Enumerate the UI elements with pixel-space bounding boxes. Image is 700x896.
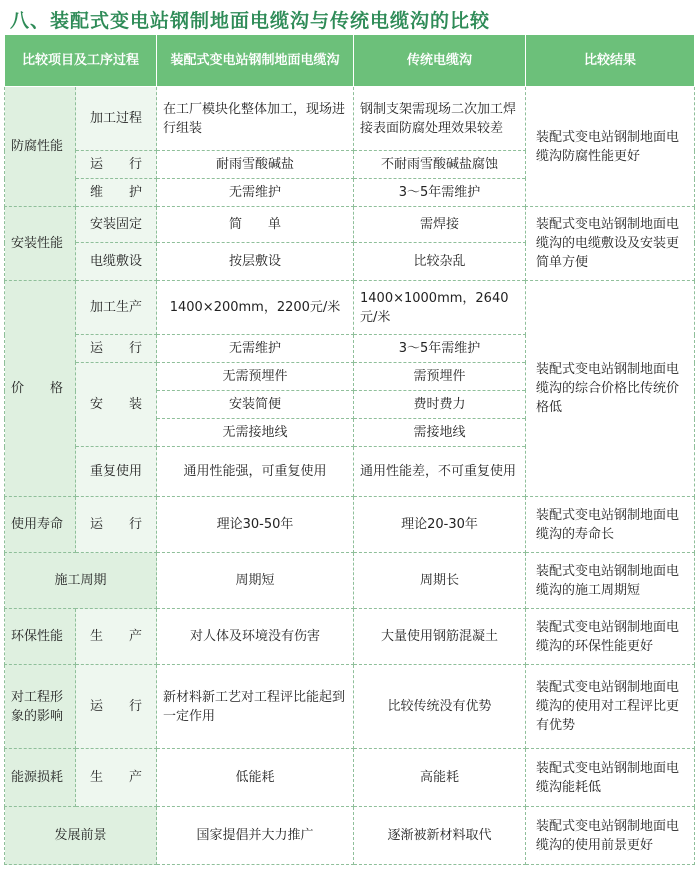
subitem-cell: 生 产 xyxy=(76,749,157,807)
page-title: 八、装配式变电站钢制地面电缆沟与传统电缆沟的比较 xyxy=(10,10,491,32)
steel-value-cell: 通用性能强，可重复使用 xyxy=(157,447,354,497)
steel-value-cell: 无需预埋件 xyxy=(157,363,354,391)
steel-value-cell: 无需接地线 xyxy=(157,419,354,447)
table-row xyxy=(5,87,695,151)
comparison-table xyxy=(4,34,695,865)
subitem-cell: 加工生产 xyxy=(76,281,157,335)
header-traditional-trench: 传统电缆沟 xyxy=(354,35,526,87)
traditional-value-cell: 高能耗 xyxy=(354,749,526,807)
category-cell: 发展前景 xyxy=(5,807,157,865)
table-row xyxy=(5,749,695,807)
category-cell: 环保性能 xyxy=(5,609,76,665)
subitem-cell: 运 行 xyxy=(76,151,157,179)
header-steel-trench: 装配式变电站钢制地面电缆沟 xyxy=(157,35,354,87)
category-cell: 施工周期 xyxy=(5,553,157,609)
result-cell: 装配式变电站钢制地面电缆沟的使用对工程评比更有优势 xyxy=(526,665,695,749)
category-cell: 使用寿命 xyxy=(5,497,76,553)
table-row xyxy=(5,665,695,749)
traditional-value-cell: 理论20-30年 xyxy=(354,497,526,553)
traditional-value-cell: 不耐雨雪酸碱盐腐蚀 xyxy=(354,151,526,179)
traditional-value-cell: 1400×1000mm，2640元/米 xyxy=(354,281,526,335)
result-cell: 装配式变电站钢制地面电缆沟能耗低 xyxy=(526,749,695,807)
steel-value-cell: 在工厂模块化整体加工，现场进行组装 xyxy=(157,87,354,151)
category-cell: 能源损耗 xyxy=(5,749,76,807)
traditional-value-cell: 通用性能差，不可重复使用 xyxy=(354,447,526,497)
category-cell: 防腐性能 xyxy=(5,87,76,207)
steel-value-cell: 1400×200mm，2200元/米 xyxy=(157,281,354,335)
steel-value-cell: 安装简便 xyxy=(157,391,354,419)
subitem-cell: 运 行 xyxy=(76,335,157,363)
header-row xyxy=(5,35,695,87)
result-cell: 装配式变电站钢制地面电缆沟的电缆敷设及安装更简单方便 xyxy=(526,207,695,281)
result-cell: 装配式变电站钢制地面电缆沟的施工周期短 xyxy=(526,553,695,609)
table-row xyxy=(5,807,695,865)
header-result: 比较结果 xyxy=(526,35,695,87)
traditional-value-cell: 比较杂乱 xyxy=(354,243,526,281)
traditional-value-cell: 比较传统没有优势 xyxy=(354,665,526,749)
header-item: 比较项目及工序过程 xyxy=(5,35,157,87)
subitem-cell: 安装固定 xyxy=(76,207,157,243)
result-cell: 装配式变电站钢制地面电缆沟的寿命长 xyxy=(526,497,695,553)
traditional-value-cell: 钢制支架需现场二次加工焊接表面防腐处理效果较差 xyxy=(354,87,526,151)
result-cell: 装配式变电站钢制地面电缆沟防腐性能更好 xyxy=(526,87,695,207)
traditional-value-cell: 需焊接 xyxy=(354,207,526,243)
subitem-cell: 电缆敷设 xyxy=(76,243,157,281)
subitem-cell: 加工过程 xyxy=(76,87,157,151)
traditional-value-cell: 需预埋件 xyxy=(354,363,526,391)
table-row xyxy=(5,553,695,609)
table-row xyxy=(5,609,695,665)
table-row xyxy=(5,281,695,335)
steel-value-cell: 无需维护 xyxy=(157,179,354,207)
category-cell: 对工程形象的影响 xyxy=(5,665,76,749)
steel-value-cell: 无需维护 xyxy=(157,335,354,363)
traditional-value-cell: 逐渐被新材料取代 xyxy=(354,807,526,865)
result-cell: 装配式变电站钢制地面电缆沟的环保性能更好 xyxy=(526,609,695,665)
traditional-value-cell: 周期长 xyxy=(354,553,526,609)
subitem-cell: 运 行 xyxy=(76,665,157,749)
result-cell: 装配式变电站钢制地面电缆沟的综合价格比传统价格低 xyxy=(526,281,695,497)
traditional-value-cell: 大量使用钢筋混凝土 xyxy=(354,609,526,665)
subitem-cell: 重复使用 xyxy=(76,447,157,497)
subitem-cell: 维 护 xyxy=(76,179,157,207)
category-cell: 价 格 xyxy=(5,281,76,497)
steel-value-cell: 理论30-50年 xyxy=(157,497,354,553)
steel-value-cell: 对人体及环境没有伤害 xyxy=(157,609,354,665)
category-cell: 安装性能 xyxy=(5,207,76,281)
steel-value-cell: 简 单 xyxy=(157,207,354,243)
steel-value-cell: 耐雨雪酸碱盐 xyxy=(157,151,354,179)
steel-value-cell: 新材料新工艺对工程评比能起到一定作用 xyxy=(157,665,354,749)
subitem-cell: 生 产 xyxy=(76,609,157,665)
traditional-value-cell: 3～5年需维护 xyxy=(354,179,526,207)
steel-value-cell: 周期短 xyxy=(157,553,354,609)
traditional-value-cell: 需接地线 xyxy=(354,419,526,447)
table-row xyxy=(5,207,695,243)
subitem-cell: 安 装 xyxy=(76,363,157,447)
traditional-value-cell: 3～5年需维护 xyxy=(354,335,526,363)
traditional-value-cell: 费时费力 xyxy=(354,391,526,419)
steel-value-cell: 按层敷设 xyxy=(157,243,354,281)
steel-value-cell: 国家提倡并大力推广 xyxy=(157,807,354,865)
result-cell: 装配式变电站钢制地面电缆沟的使用前景更好 xyxy=(526,807,695,865)
steel-value-cell: 低能耗 xyxy=(157,749,354,807)
subitem-cell: 运 行 xyxy=(76,497,157,553)
table-row xyxy=(5,497,695,553)
